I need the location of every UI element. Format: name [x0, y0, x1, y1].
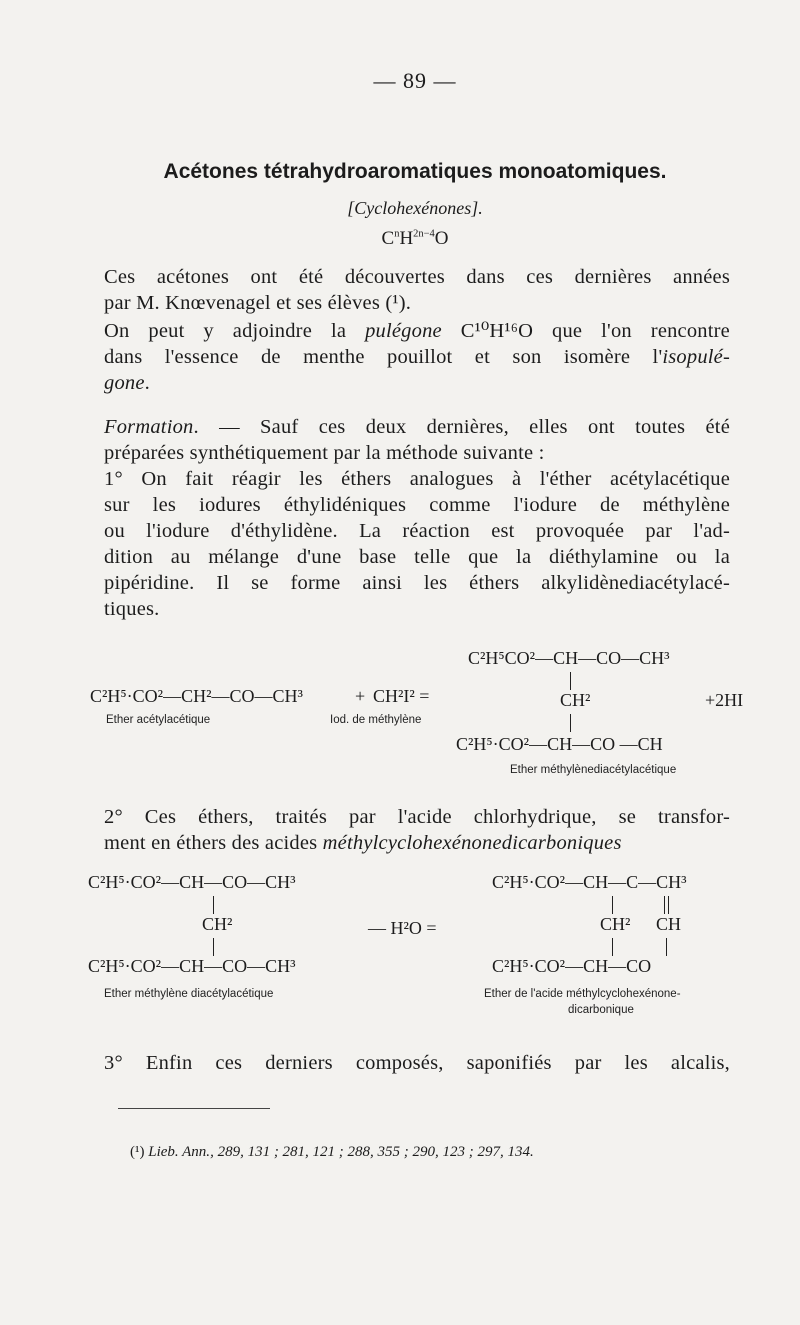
bond-line — [213, 896, 214, 914]
product-top-line: C²H⁵CO²—CH—CO—CH³ — [468, 648, 670, 668]
footnote — [130, 1144, 534, 1161]
label-right-line-1: Ether de l'acide méthylcyclohexénone- — [484, 988, 681, 1000]
product-mid-line: CH² — [560, 690, 591, 710]
paragraph-step-3 — [104, 1050, 730, 1076]
text-line: sur les iodures éthylidéniques comme l'iodure de méthylène — [104, 494, 730, 516]
bond-line — [570, 672, 571, 690]
left-mid-line: CH² — [202, 914, 233, 934]
right-mid-ch: CH — [656, 914, 682, 934]
section-title: Acétones tétrahydroaromatiques monoatomiques. — [163, 160, 667, 183]
product-bottom-line: C²H⁵·CO²—CH—CO —CH — [456, 734, 663, 754]
section-subtitle: [Cyclohexénones]. — [347, 198, 483, 218]
text-line: 3° Enfin ces derniers composés, saponifiés par les alcalis, — [104, 1052, 730, 1074]
reactant-1: C²H⁵·CO²—CH²—CO—CH³ — [90, 686, 303, 706]
text-line: gone. — [104, 372, 150, 394]
text-line: Formation. — Sauf ces deux dernières, elles ont toutes été — [104, 416, 730, 438]
left-bottom-line: C²H⁵·CO²—CH—CO—CH³ — [88, 956, 296, 976]
label-product: Ether méthylènediacétylacétique — [510, 764, 677, 776]
bond-line — [570, 714, 571, 732]
bond-line — [213, 938, 214, 956]
byproduct: +2HI — [705, 690, 744, 710]
footnote-source: Lieb. Ann. — [148, 1144, 211, 1160]
page-number: — 89 — — [373, 68, 457, 93]
text-line: On peut y adjoindre la pulégone C¹⁰H¹⁶O que l'on rencontre — [104, 320, 730, 342]
right-bottom-line: C²H⁵·CO²—CH—CO — [492, 956, 652, 976]
text-line: ment en éthers des acides méthylcyclohexénonedicarboniques — [104, 832, 622, 854]
general-formula: $C^nH^{2n-4}O$ — [381, 228, 449, 249]
right-mid-ch2: CH² — [600, 914, 631, 934]
plus-sign: + — [355, 686, 366, 706]
text-line: ou l'iodure d'éthylidène. La réaction est provoquée par l'ad- — [104, 520, 730, 542]
paragraph-step-2 — [104, 804, 730, 856]
paragraph-intro — [104, 264, 730, 316]
footnote-marker: (¹) — [130, 1144, 145, 1160]
text-line: dition au mélange d'une base telle que la diéthylamine ou la — [104, 546, 730, 568]
paragraph-pulegone — [104, 318, 730, 396]
text-line: dans l'essence de menthe pouillot et son isomère l'isopulé- — [104, 346, 730, 368]
paragraph-formation — [104, 414, 730, 622]
text-line: par M. Knœvenagel et ses élèves (¹). — [104, 292, 412, 314]
bond-line — [612, 938, 613, 956]
left-top-line: C²H⁵·CO²—CH—CO—CH³ — [88, 872, 296, 892]
bond-line — [668, 896, 669, 914]
label-right-line-2: dicarbonique — [568, 1004, 634, 1016]
reactant-2: CH²I² = — [373, 686, 430, 706]
text-line: 2° Ces éthers, traités par l'acide chlorhydrique, se transfor- — [104, 806, 730, 828]
footnote-rule — [118, 1108, 270, 1109]
text-line: tiques. — [104, 598, 160, 620]
text-line: préparées synthétiquement par la méthode suivante : — [104, 442, 545, 464]
label-left: Ether méthylène diacétylacétique — [104, 988, 274, 1000]
text-line: pipéridine. Il se forme ainsi les éthers alkylidènediacétylacé- — [104, 572, 730, 594]
bond-line — [666, 938, 667, 956]
minus-water: — H²O = — [368, 918, 437, 938]
bond-line — [664, 896, 665, 914]
text-line: Ces acétones ont été découvertes dans ces dernières années — [104, 266, 730, 288]
right-top-line: C²H⁵·CO²—CH—C—CH³ — [492, 872, 687, 892]
label-reactant-2: Iod. de méthylène — [330, 714, 422, 726]
bond-line — [612, 896, 613, 914]
text-line: 1° On fait réagir les éthers analogues à l'éther acétylacétique — [104, 468, 730, 490]
label-reactant-1: Ether acétylacétique — [106, 714, 211, 726]
footnote-references: , 289, 131 ; 281, 121 ; 288, 355 ; 290, 123 ; 297, 134. — [210, 1144, 534, 1160]
